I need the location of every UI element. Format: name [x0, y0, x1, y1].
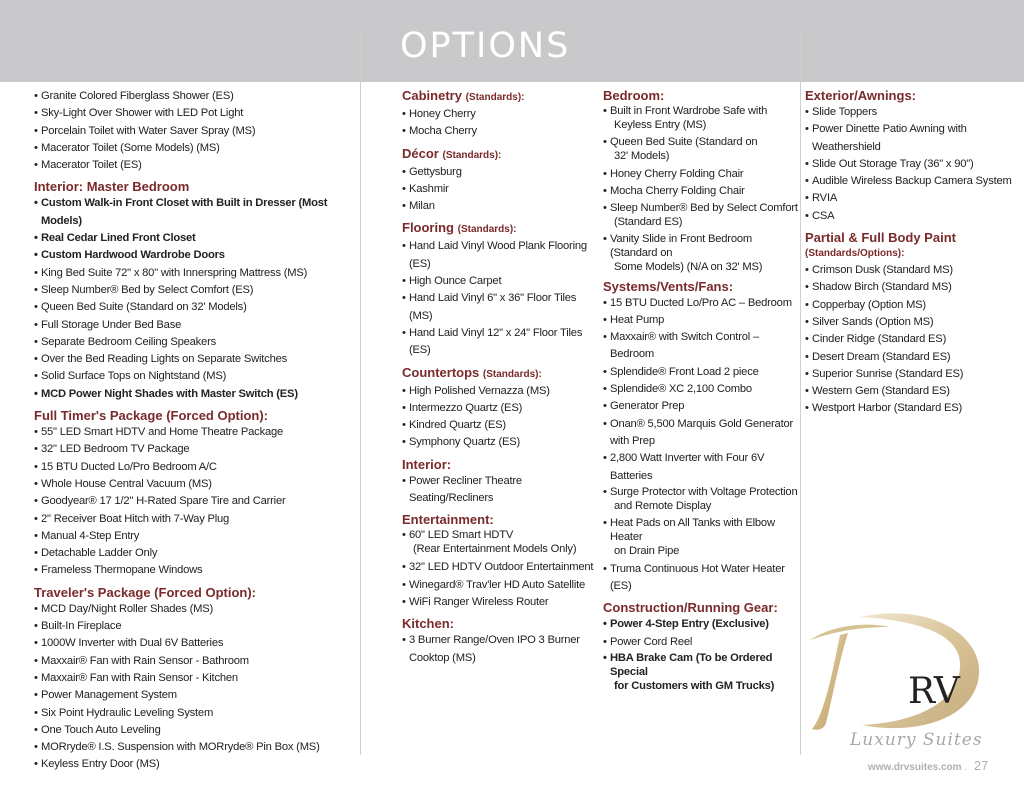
list-item-line: and Remote Display — [614, 499, 712, 512]
list-item: • Sleep Number® Bed by Select Comfort (ES) — [34, 282, 354, 299]
list-item-line: for Customers with GM Trucks) — [614, 680, 775, 693]
list-item: • Built-In Fireplace — [34, 618, 354, 635]
list-item: • Power Dinette Patio Awning with Weathershield — [805, 121, 1020, 156]
section-title-paint: Partial & Full Body Paint — [805, 230, 956, 246]
list-item-line: HBA Brake Cam (To be Ordered Special — [610, 652, 773, 679]
list-item: • High Ounce Carpet — [402, 273, 597, 290]
list-item: • Separate Bedroom Ceiling Speakers — [34, 334, 354, 351]
master-bedroom-list — [34, 195, 354, 403]
list-item: • Symphony Quartz (ES) — [402, 434, 597, 451]
list-item: • Maxxair® with Switch Control – Bedroom — [603, 329, 798, 364]
list-item-line: Sleep Number® Bed by Select Comfort — [610, 201, 798, 214]
column-2 — [402, 88, 597, 667]
list-item: • Keyless Entry Door (MS) — [34, 756, 354, 773]
list-item: • Western Gem (Standard ES) — [805, 383, 1020, 400]
entertainment-list — [402, 528, 597, 611]
countertops-list — [402, 383, 597, 452]
section-title-construction: Construction/Running Gear: — [603, 600, 778, 616]
list-item — [603, 485, 798, 513]
column-3 — [603, 88, 798, 696]
list-item: • 2" Receiver Boat Hitch with 7-Way Plug — [34, 511, 354, 528]
list-item: • Crimson Dusk (Standard MS) — [805, 262, 1020, 279]
list-item: • Manual 4-Step Entry — [34, 528, 354, 545]
list-item-line: Surge Protector with Voltage Protection — [610, 485, 798, 498]
exterior-list — [805, 104, 1020, 225]
list-item — [603, 135, 798, 163]
list-item: • Splendide® Front Load 2 piece — [603, 364, 798, 381]
list-item: • Kashmir — [402, 181, 597, 198]
list-item: • Slide Out Storage Tray (36" x 90") — [805, 156, 1020, 173]
list-item: • Onan® 5,500 Marquis Gold Generator with Prep — [603, 416, 798, 451]
list-item: • Copperbay (Option MS) — [805, 297, 1020, 314]
cabinetry-list — [402, 106, 597, 141]
list-item: • Power Cord Reel — [603, 634, 798, 651]
list-item-line: on Drain Pipe — [614, 544, 680, 557]
construction-list — [603, 616, 798, 693]
logo-tagline: Luxury Suites — [850, 730, 983, 750]
list-item: • Mocha Cherry Folding Chair — [603, 183, 798, 200]
list-item: • Honey Cherry Folding Chair — [603, 166, 798, 183]
list-item: • MORryde® I.S. Suspension with MORryde® Pin Box (MS) — [34, 739, 354, 756]
list-item-line: Built in Front Wardrobe Safe with — [610, 105, 768, 117]
list-item: • Solid Surface Tops on Nightstand (MS) — [34, 368, 354, 385]
section-subtitle: (Standards): — [457, 224, 517, 236]
list-item: • Hand Laid Vinyl 6" x 36" Floor Tiles (MS) — [402, 290, 597, 325]
kitchen-list — [402, 632, 597, 667]
section-title-text: Décor — [402, 145, 439, 161]
list-item: • Over the Bed Reading Lights on Separate Switches — [34, 351, 354, 368]
list-item: • Generator Prep — [603, 398, 798, 415]
list-item-line: 32' Models) — [614, 150, 670, 162]
section-title-exterior: Exterior/Awnings: — [805, 88, 917, 103]
list-item — [603, 651, 798, 693]
list-item-line: (Rear Entertainment Models Only) — [413, 543, 577, 556]
list-item: • High Polished Vernazza (MS) — [402, 383, 597, 400]
bedroom-list — [603, 104, 798, 274]
list-item: • 1000W Inverter with Dual 6V Batteries — [34, 635, 354, 652]
list-item: • MCD Power Night Shades with Master Switch (ES) — [34, 386, 354, 403]
list-item: • Truma Continuous Hot Water Heater (ES) — [603, 561, 798, 596]
section-title-master-bedroom: Interior: Master Bedroom — [34, 179, 190, 195]
list-item — [402, 528, 597, 556]
list-item: • RVIA — [805, 190, 1020, 207]
systems-list — [603, 295, 798, 596]
list-item: • Macerator Toilet (ES) — [34, 157, 354, 174]
decor-list — [402, 164, 597, 216]
list-item — [603, 201, 798, 229]
list-item: • Kindred Quartz (ES) — [402, 417, 597, 434]
list-item: • Milan — [402, 198, 597, 215]
interior-list — [402, 473, 597, 508]
list-item: • Mocha Cherry — [402, 123, 597, 140]
column-divider — [360, 35, 361, 755]
list-item: • Whole House Central Vacuum (MS) — [34, 476, 354, 493]
list-item: • 32" LED Bedroom TV Package — [34, 441, 354, 458]
page-footer — [868, 758, 988, 773]
list-item: • Intermezzo Quartz (ES) — [402, 400, 597, 417]
list-item: • Silver Sands (Option MS) — [805, 314, 1020, 331]
list-item: • Sky-Light Over Shower with LED Pot Light — [34, 105, 354, 122]
section-title-kitchen: Kitchen: — [402, 616, 454, 632]
list-item: • Custom Hardwood Wardrobe Doors — [34, 247, 354, 264]
column-1 — [34, 88, 354, 774]
logo-swoosh — [810, 625, 890, 640]
section-title-systems: Systems/Vents/Fans: — [603, 278, 734, 294]
list-item: • Real Cedar Lined Front Closet — [34, 230, 354, 247]
list-item: • Granite Colored Fiberglass Shower (ES) — [34, 88, 354, 105]
list-item-line: 60" LED Smart HDTV — [409, 529, 514, 542]
list-item: • CSA — [805, 208, 1020, 225]
section-title-text: Flooring — [402, 220, 454, 236]
list-item: • Honey Cherry — [402, 106, 597, 123]
list-item: • Westport Harbor (Standard ES) — [805, 400, 1020, 417]
flooring-list — [402, 238, 597, 359]
list-item: • Hand Laid Vinyl Wood Plank Flooring (ES) — [402, 238, 597, 273]
traveler-list — [34, 601, 354, 774]
list-item: • Detachable Ladder Only — [34, 545, 354, 562]
section-subtitle: (Standards): — [442, 149, 502, 161]
list-item-line: Heat Pads on All Tanks with Elbow Heater — [610, 516, 775, 543]
list-item: • Heat Pump — [603, 312, 798, 329]
list-item: • Macerator Toilet (Some Models) (MS) — [34, 140, 354, 157]
list-item: • Splendide® XC 2,100 Combo — [603, 381, 798, 398]
bathroom-list — [34, 88, 354, 174]
list-item: • Power 4-Step Entry (Exclusive) — [603, 616, 798, 633]
section-subtitle: (Standards/Options): — [805, 248, 905, 260]
list-item-line: Vanity Slide in Front Bedroom (Standard on — [610, 232, 752, 259]
header-banner — [0, 0, 1024, 82]
section-title-bedroom: Bedroom: — [603, 88, 665, 103]
paint-list — [805, 262, 1020, 418]
list-item: • Cinder Ridge (Standard ES) — [805, 331, 1020, 348]
list-item-line: Keyless Entry (MS) — [614, 119, 707, 131]
list-item: • MCD Day/Night Roller Shades (MS) — [34, 601, 354, 618]
list-item: • 55" LED Smart HDTV and Home Theatre Package — [34, 424, 354, 441]
section-title-decor — [402, 146, 597, 164]
list-item — [603, 104, 798, 132]
section-title-text: Cabinetry — [402, 88, 462, 103]
list-item: • Six Point Hydraulic Leveling System — [34, 705, 354, 722]
section-subtitle: (Standards): — [465, 92, 525, 103]
list-item: • 2,800 Watt Inverter with Four 6V Batteries — [603, 450, 798, 485]
list-item: • Desert Dream (Standard ES) — [805, 349, 1020, 366]
logo-letters: RV — [908, 671, 960, 712]
footer-separator: . — [964, 762, 968, 773]
list-item-line: Some Models) (N/A on 32' MS) — [614, 260, 763, 273]
list-item: • Queen Bed Suite (Standard on 32' Models) — [34, 299, 354, 316]
list-item: • Shadow Birch (Standard MS) — [805, 279, 1020, 296]
list-item: • Maxxair® Fan with Rain Sensor - Kitchen — [34, 670, 354, 687]
list-item: • Porcelain Toilet with Water Saver Spray (MS) — [34, 123, 354, 140]
section-title-countertops — [402, 365, 597, 383]
list-item-line: (Standard ES) — [614, 215, 683, 228]
list-item: • Goodyear® 17 1/2" H-Rated Spare Tire and Carrier — [34, 493, 354, 510]
list-item: • 15 BTU Ducted Lo/Pro Bedroom A/C — [34, 459, 354, 476]
section-title-cabinetry — [402, 88, 597, 106]
list-item: • Power Management System — [34, 687, 354, 704]
section-title-traveler: Traveler's Package (Forced Option): — [34, 584, 256, 600]
list-item: • Maxxair® Fan with Rain Sensor - Bathroom — [34, 653, 354, 670]
section-title-entertainment: Entertainment: — [402, 512, 494, 528]
list-item — [603, 516, 798, 558]
list-item: • Frameless Thermopane Windows — [34, 562, 354, 579]
logo-swoosh — [812, 633, 848, 730]
full-timer-list — [34, 424, 354, 580]
column-4 — [805, 88, 1020, 418]
list-item — [603, 232, 798, 274]
list-item: • Hand Laid Vinyl 12" x 24" Floor Tiles (ES) — [402, 325, 597, 360]
section-title-interior: Interior: — [402, 456, 452, 472]
section-subtitle: (Standards): — [482, 368, 542, 380]
footer-url: www.drvsuites.com — [868, 762, 962, 773]
list-item: • Full Storage Under Bed Base — [34, 317, 354, 334]
list-item: • WiFi Ranger Wireless Router — [402, 594, 597, 611]
list-item: • 15 BTU Ducted Lo/Pro AC – Bedroom — [603, 295, 798, 312]
list-item: • Winegard® Trav'ler HD Auto Satellite — [402, 577, 597, 594]
section-title-flooring — [402, 220, 597, 238]
section-title-full-timer: Full Timer's Package (Forced Option): — [34, 408, 269, 424]
list-item: • King Bed Suite 72" x 80" with Innerspring Mattress (MS) — [34, 265, 354, 282]
page-number: 27 — [973, 758, 989, 773]
list-item: • Gettysburg — [402, 164, 597, 181]
list-item: • 32" LED HDTV Outdoor Entertainment — [402, 559, 597, 576]
page-title: OPTIONS — [400, 26, 571, 66]
list-item: • 3 Burner Range/Oven IPO 3 Burner Cooktop (MS) — [402, 632, 597, 667]
list-item: • One Touch Auto Leveling — [34, 722, 354, 739]
list-item: • Superior Sunrise (Standard ES) — [805, 366, 1020, 383]
list-item: • Power Recliner Theatre Seating/Recliners — [402, 473, 597, 508]
list-item: • Slide Toppers — [805, 104, 1020, 121]
list-item-line: Queen Bed Suite (Standard on — [610, 136, 758, 148]
list-item: • Custom Walk-in Front Closet with Built in Dresser (Most Models) — [34, 195, 354, 230]
list-item: • Audible Wireless Backup Camera System — [805, 173, 1020, 190]
section-title-text: Countertops — [402, 364, 480, 380]
